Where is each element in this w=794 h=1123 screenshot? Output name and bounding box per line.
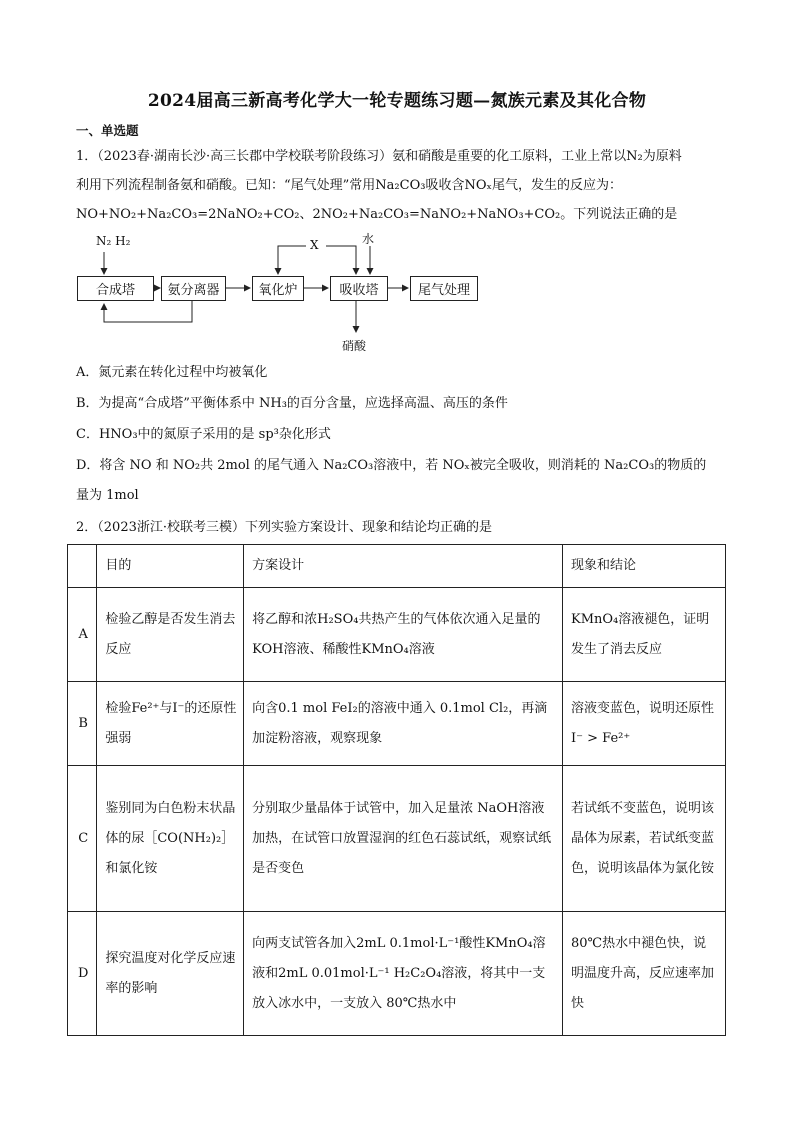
option-b: B．为提高“合成塔”平衡体系中 NH₃的百分含量，应选择高温、高压的条件 xyxy=(76,396,508,411)
option-c: C．HNO₃中的氮原子采用的是 sp³杂化形式 xyxy=(76,427,331,442)
row-design: 分别取少量晶体于试管中，加入足量浓 NaOH溶液加热，在试管口放置湿润的红色石蕊试纸，观察试纸是否变色 xyxy=(244,766,563,912)
process-flow-diagram xyxy=(74,232,494,357)
flow-input-label: N₂ H₂ xyxy=(96,234,131,248)
table-row xyxy=(68,588,726,682)
section-heading: 一、单选题 xyxy=(76,123,139,138)
table-header-cell xyxy=(68,545,97,588)
row-design: 向含0.1 mol FeI₂的溶液中通入 0.1mol Cl₂，再滴加淀粉溶液，观察现象 xyxy=(244,682,563,766)
page-title: 2024届高三新高考化学大一轮专题练习题—氮族元素及其化合物 xyxy=(147,91,647,111)
table-header-cell: 现象和结论 xyxy=(563,545,726,588)
flow-water-label: 水 xyxy=(362,232,375,246)
table-row xyxy=(68,912,726,1036)
row-result: 80℃热水中褪色快，说明温度升高，反应速率加快 xyxy=(563,912,726,1036)
question-2-stem: 2．（2023浙江·校联考三模）下列实验方案设计、现象和结论均正确的是 xyxy=(76,520,492,535)
flow-x-label: X xyxy=(310,238,319,252)
row-label: A xyxy=(68,588,97,682)
question-1-stem-line-2: 利用下列流程制备氨和硝酸。已知：“尾气处理”常用Na₂CO₃吸收含NOₓ尾气，发生的反应为： xyxy=(76,178,622,193)
table-header-row xyxy=(68,545,726,588)
row-purpose: 鉴别同为白色粉末状晶体的尿［CO(NH₂)₂］和氯化铵 xyxy=(97,766,244,912)
table-header-cell: 方案设计 xyxy=(244,545,563,588)
table-row xyxy=(68,766,726,912)
option-d-line-2: 量为 1mol xyxy=(76,488,139,503)
question-1-stem-line-3: NO+NO₂+Na₂CO₃=2NaNO₂+CO₂、2NO₂+Na₂CO₃=NaNO₂+NaNO₃+CO₂。下列说法正确的是 xyxy=(76,207,678,222)
table-header-cell: 目的 xyxy=(97,545,244,588)
row-result: KMnO₄溶液褪色，证明发生了消去反应 xyxy=(563,588,726,682)
row-purpose: 检验Fe²⁺与I⁻的还原性强弱 xyxy=(97,682,244,766)
option-d-line-1: D．将含 NO 和 NO₂共 2mol 的尾气通入 Na₂CO₃溶液中，若 NOₓ被完全吸收，则消耗的 Na₂CO₃的物质的 xyxy=(76,458,707,473)
row-design: 向两支试管各加入2mL 0.1mol·L⁻¹酸性KMnO₄溶液和2mL 0.01mol·L⁻¹ H₂C₂O₄溶液，将其中一支放入冰水中，一支放入 80℃热水中 xyxy=(244,912,563,1036)
question-1-stem-line-1: 1．（2023春·湖南长沙·高三长郡中学校联考阶段练习）氨和硝酸是重要的化工原料，工业上常以N₂为原料 xyxy=(76,149,682,164)
table-row xyxy=(68,682,726,766)
row-purpose: 探究温度对化学反应速率的影响 xyxy=(97,912,244,1036)
flow-output-label: 硝酸 xyxy=(342,339,367,353)
flow-node-absorption-tower: 吸收塔 xyxy=(330,276,388,301)
row-design: 将乙醇和浓H₂SO₄共热产生的气体依次通入足量的KOH溶液、稀酸性KMnO₄溶液 xyxy=(244,588,563,682)
row-purpose: 检验乙醇是否发生消去反应 xyxy=(97,588,244,682)
flow-node-oxidation-furnace: 氧化炉 xyxy=(252,276,304,301)
flow-node-synthesis-tower: 合成塔 xyxy=(77,276,154,301)
experiment-table xyxy=(67,544,726,1036)
row-label: B xyxy=(68,682,97,766)
flow-node-ammonia-separator: 氨分离器 xyxy=(161,276,226,301)
row-label: C xyxy=(68,766,97,912)
flow-node-tail-gas-treatment: 尾气处理 xyxy=(410,276,478,301)
row-result: 溶液变蓝色，说明还原性 I⁻ > Fe²⁺ xyxy=(563,682,726,766)
row-result: 若试纸不变蓝色，说明该晶体为尿素，若试纸变蓝色，说明该晶体为氯化铵 xyxy=(563,766,726,912)
option-a: A．氮元素在转化过程中均被氧化 xyxy=(76,365,268,380)
row-label: D xyxy=(68,912,97,1036)
